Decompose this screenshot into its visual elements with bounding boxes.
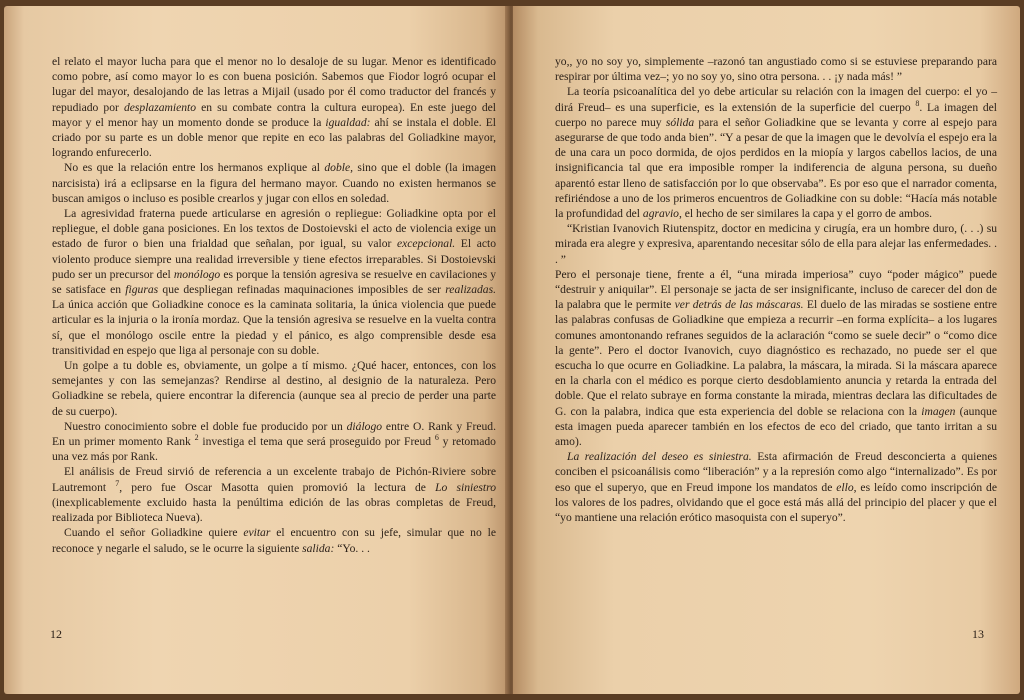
right-page	[513, 6, 1020, 694]
paragraph	[555, 449, 997, 525]
paragraph	[52, 525, 496, 555]
paragraph	[52, 358, 496, 419]
paragraph	[555, 54, 997, 84]
italic-span: La realización del deseo es siniestra.	[567, 450, 752, 464]
text-span: el relato el mayor lucha para que el menor no lo desaloje de su lugar. Menor es identificado como pobre, así como mayor lo es con buena posición. Sabemos que Fiodor logró ocupar el lugar del mayor, desalojando de las letras a Mijail (usado por él como traductor del francés y repudiado por	[52, 55, 496, 114]
italic-span: monólogo	[173, 267, 221, 281]
text-span: sino que el doble (la imagen narcisista) irá a eclipsarse en la figura del hermano mayor. Cuando no existen hermanos se buscan amigos o incluso es posible crearlos y jugar con ellos en soledad.	[52, 161, 496, 205]
italic-span: agravio	[642, 207, 679, 221]
left-page-number: 12	[50, 626, 62, 641]
italic-span: excepcional.	[396, 237, 456, 251]
text-span: , es leído como inscripción de los valores de los padres, olvidando que el goce está más allá del principio del placer y que el “yo mantiene una relación erótico masoquista con el superyo”.	[555, 480, 997, 525]
text-span: Nuestro conocimiento sobre el doble fue producido por un	[64, 419, 347, 433]
text-span: yo,, yo no soy yo, simplemente –razonó tan angustiado como si se estuviese preparando para respirar por última vez–; yo no soy yo, sino otra persona. . . ¡y nada más! ”	[555, 55, 997, 84]
text-span: que despliegan refinadas maquinaciones imposibles de ser	[158, 283, 446, 297]
text-span: El acto violento produce siempre una realidad irreversible y tiene efectos irreparables. Si Dostoievski pudo ser un precursor del	[52, 237, 496, 281]
italic-span: desplazamiento	[123, 100, 197, 114]
paragraph	[555, 267, 997, 449]
left-page-text	[52, 54, 496, 556]
text-span: El análisis de Freud sirvió de referencia a un excelente trabajo de Pichón-Riviere sobre Lautremont	[52, 465, 496, 494]
text-span: es porque la tensión agresiva se resuelve en cavilaciones y se satisface en	[52, 267, 497, 297]
text-span: , pero fue Oscar Masotta quien promovió la lectura de	[119, 480, 436, 494]
left-page	[4, 6, 509, 694]
italic-span: igualdad:	[325, 115, 371, 129]
text-span: Cuando el señor Goliadkine quiere	[64, 526, 244, 540]
footnote-ref: 2	[194, 433, 199, 443]
paragraph	[555, 84, 997, 221]
text-span: en su combate contra la cultura europea). En este juego del mayor y el menor hay un momento donde se produce la	[52, 100, 496, 129]
italic-span: imagen	[921, 404, 956, 418]
paragraph	[52, 160, 496, 206]
italic-span: ello	[836, 480, 854, 494]
text-span: “Kristian Ivanovich Riutenspitz, doctor en medicina y cirugía, era un hombre duro, (. . .) su mirada era alegre y expresiva, aparentando necesitar sólo de ella para alejar las enfermedades. . . ”	[555, 222, 997, 266]
text-span: y retomado una vez más por Rank.	[52, 435, 496, 464]
italic-span: figuras	[125, 283, 159, 297]
paragraph	[52, 54, 496, 160]
text-span: La teoría psicoanalítica del yo debe articular su relación con la imagen del cuerpo: el yo –dirá Freud– es una superficie, es la extensión de la superficie del cuerpo	[555, 85, 997, 114]
paragraph	[52, 206, 496, 358]
italic-span: Lo siniestro	[435, 480, 496, 494]
paragraph	[52, 464, 496, 525]
text-span: Un golpe a tu doble es, obviamente, un golpe a tí mismo. ¿Qué hacer, entonces, con los semejantes y con las semejanzas? Rendirse al destino, al designio de la naturaleza. Pero Goliadkine se rebela, quiere encontrar la diferencia (aunque sea al precio de perder una parte de su cuerpo).	[52, 359, 496, 418]
text-span: , el hecho de ser similares la capa y el gorro de ambos.	[678, 207, 933, 221]
text-span: para el señor Goliadkine que se levanta y corre al espejo para asegurarse de que todo anda bien”. “Y a pesar de que la imagen que le devolvía el espejo era la de una cara un poco dormida, de ojos perdidos en la miopía y largos cabellos lacios, de una insignificancia tal que era imposible romper la indiferencia de alguna persona, su dueño aparentó estar lleno de satisfacción por lo que observaba”. Es por eso que el narrador comenta, refiriéndose a uno de los primeros encuentros de Goliadkine con su doble: “Hacía más notable la profundidad del	[555, 115, 997, 221]
text-span: La agresividad fraterna puede articularse en agresión o repliegue: Goliadkine opta por el repliegue, el doble gana posiciones. En los textos de Dostoievski el acto de violencia exige un estado de furor o bien una frialdad que señalan, por igual, su valor	[52, 207, 496, 251]
text-span: Pero el personaje tiene, frente a él, “una mirada imperiosa” cuyo “poder mágico” puede “destruir y aniquilar”. El personaje se jacta de ser insignificante, incluso de carecer del don de la palabra que le permite	[555, 267, 997, 312]
text-span: La única acción que Goliadkine conoce es la caminata solitaria, la única violencia que puede articular es la injuria o la ironía mordaz. Que la tensión agresiva se resuelve en la vuelta contra sí, que el monólogo oscile entre la piedad y el pánico, es algo comprensible desde esa transitividad en espejo que liga al personaje con su doble.	[52, 298, 496, 357]
paragraph	[555, 221, 997, 267]
text-span: entre O. Rank y Freud. En un primer momento Rank	[52, 419, 497, 449]
italic-span: diálogo	[346, 419, 383, 433]
text-span: Esta afirmación de Freud desconcierta a quienes conciben el psicoanálisis como “liberación” y a la represión como algo “internalizado”. Es por eso que el superyo, que en Freud impone los mandatos de	[555, 450, 998, 494]
footnote-ref: 7	[115, 478, 120, 488]
right-page-number: 13	[972, 626, 984, 641]
right-page-text	[555, 54, 997, 525]
italic-span: evitar	[243, 526, 271, 540]
text-span: El duelo de las miradas se sostiene entre las palabras confusas de Goliadkine que empieza a recurrir –en forma explícita– a los lugares comunes amontonando refranes seguidos de la aclaración “como se suele decir” o “como dice la gente”. Pero el doctor Ivanovich, cuyo diagnóstico es rechazado, no puede ser el que escucha lo que ocurre en Goliadkine. La palabra, la máscara, la mirada. Si la máscara aparece en la charla con el médico es porque cierto desdoblamiento anuncia y retarda la entrada del doble. Que el relato subraye en forma constante la mirada, mientras declara las dificultades de G. con la palabra, indica que esta experiencia del doble se relaciona con la	[555, 298, 997, 418]
paragraph	[52, 419, 496, 465]
text-span: No es que la relación entre los hermanos explique al	[64, 161, 325, 175]
text-span: (inexplicablemente excluido hasta la penúltima edición de las obras completas de Freud, realizada por Biblioteca Nueva).	[52, 495, 496, 525]
italic-span: ver detrás de las máscaras.	[674, 298, 804, 312]
italic-span: doble,	[324, 161, 354, 175]
text-span: el encuentro con su jefe, simular que no le reconoce y negarle el saludo, se le ocurre la siguiente	[52, 526, 496, 555]
italic-span: salida:	[302, 541, 335, 555]
text-span: investiga el tema que será proseguido por Freud	[198, 435, 435, 449]
footnote-ref: 8	[915, 98, 920, 108]
footnote-ref: 6	[434, 433, 439, 443]
text-span: . La imagen del cuerpo no parece muy	[555, 100, 997, 129]
text-span: “Yo. . .	[334, 541, 370, 555]
italic-span: sólida	[665, 115, 695, 129]
italic-span: realizadas.	[445, 283, 496, 297]
text-span: (aunque esta imagen pueda aparecer también en los efectos de eco del criado, que tanto irritan a su amo).	[555, 404, 997, 449]
text-span: ahí se instala el doble. El criado por su parte es un doble menor que repite en eco las palabras del Goliadkine mayor, logrando enfurecerlo.	[52, 115, 497, 160]
